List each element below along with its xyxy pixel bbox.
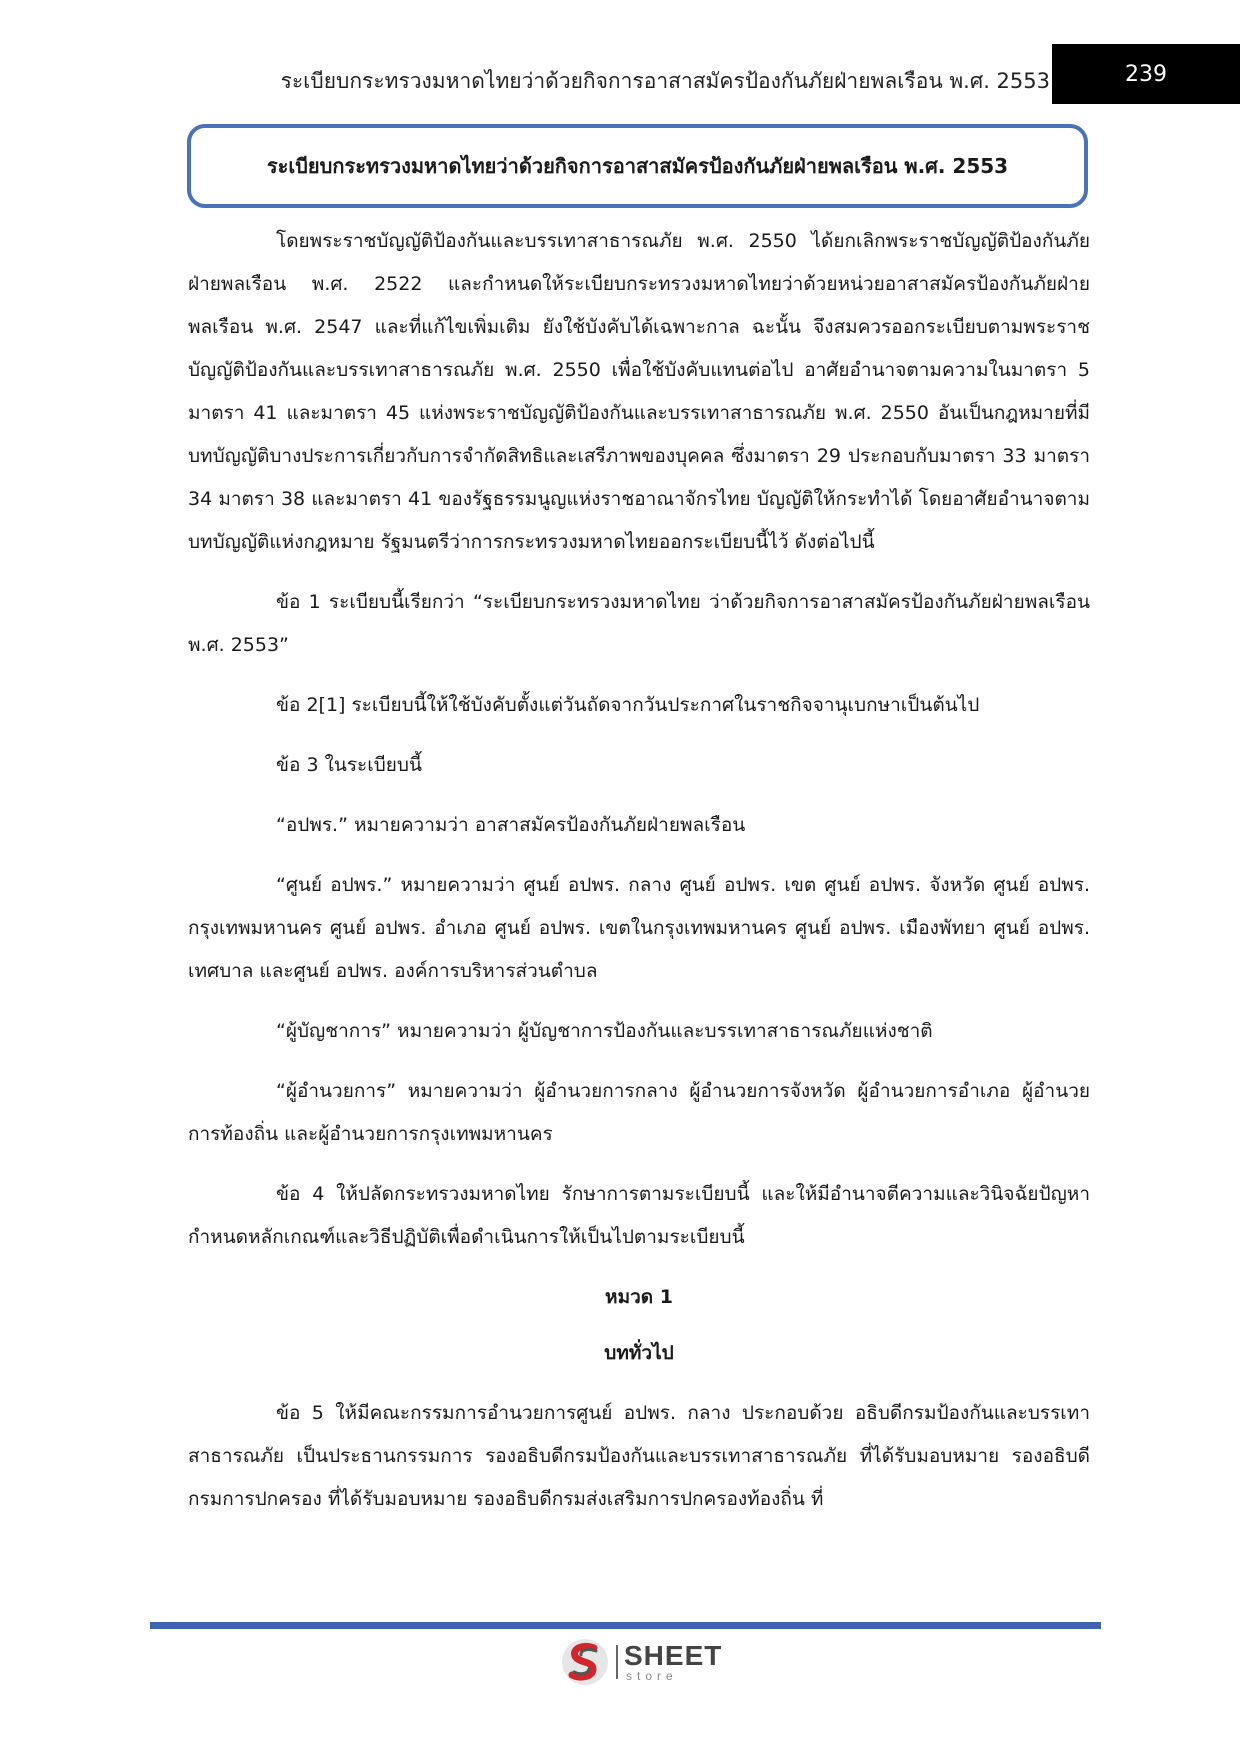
- sheet-store-logo: [560, 1632, 722, 1692]
- logo-text: [624, 1642, 722, 1682]
- page-number: 239: [1052, 44, 1240, 104]
- section-2-paragraph: ข้อ 2[1] ระเบียบนี้ให้ใช้บังคับตั้งแต่วันถัดจากวันประกาศในราชกิจจานุเบกษาเป็นต้นไป: [276, 694, 980, 716]
- definition-opor: “อปพร.” หมายความว่า อาสาสมัครป้องกันภัยฝ่ายพลเรือน: [276, 814, 746, 836]
- document-body: [188, 220, 1090, 1538]
- logo-word: SHEET: [624, 1640, 723, 1671]
- chapter-number: หมวด 1: [605, 1286, 673, 1308]
- definition-center: “ศูนย์ อปพร.” หมายความว่า ศูนย์ อปพร. กลาง ศูนย์ อปพร. เขต ศูนย์ อปพร. จังหวัด ศูนย์ อปพร. กรุงเทพมหานคร ศูนย์ อปพร. อำเภอ ศูนย์ อปพร. เขตในกรุงเทพมหานคร ศูนย์ อปพร. เมืองพัทยา ศูนย์ อปพร. เทศบาล และศูนย์ อปพร. องค์การบริหารส่วนตำบล: [188, 874, 1090, 982]
- sheet-logo-icon: [560, 1637, 610, 1687]
- section-3-paragraph: ข้อ 3 ในระเบียบนี้: [276, 754, 422, 776]
- section-4-paragraph: ข้อ 4 ให้ปลัดกระทรวงมหาดไทย รักษาการตามระเบียบนี้ และให้มีอำนาจตีความและวินิจฉัยปัญหา กำหนดหลักเกณฑ์และวิธีปฏิบัติเพื่อดำเนินการให้เป็นไปตามระเบียบนี้: [188, 1183, 1090, 1248]
- logo-separator: [616, 1645, 618, 1679]
- document-title: ระเบียบกระทรวงมหาดไทยว่าด้วยกิจการอาสาสมัครป้องกันภัยฝ่ายพลเรือน พ.ศ. 2553: [266, 154, 1009, 178]
- chapter-title: บททั่วไป: [604, 1342, 674, 1364]
- section-1-paragraph: ข้อ 1 ระเบียบนี้เรียกว่า “ระเบียบกระทรวงมหาดไทย ว่าด้วยกิจการอาสาสมัครป้องกันภัยฝ่ายพลเรือน พ.ศ. 2553”: [188, 591, 1090, 656]
- logo-subtext: store: [626, 1669, 678, 1683]
- definition-commander: “ผู้บัญชาการ” หมายความว่า ผู้บัญชาการป้องกันและบรรเทาสาธารณภัยแห่งชาติ: [276, 1020, 933, 1042]
- footer-rule: [150, 1622, 1101, 1629]
- definition-director: “ผู้อำนวยการ” หมายความว่า ผู้อำนวยการกลาง ผู้อำนวยการจังหวัด ผู้อำนวยการอำเภอ ผู้อำนวยการท้องถิ่น และผู้อำนวยการกรุงเทพมหานคร: [188, 1080, 1090, 1145]
- running-header-title: ระเบียบกระทรวงมหาดไทยว่าด้วยกิจการอาสาสมัครป้องกันภัยฝ่ายพลเรือน พ.ศ. 2553: [280, 69, 1050, 93]
- document-title-box: [187, 124, 1088, 208]
- section-5-paragraph: ข้อ 5 ให้มีคณะกรรมการอำนวยการศูนย์ อปพร. กลาง ประกอบด้วย อธิบดีกรมป้องกันและบรรเทาสาธารณภัย เป็นประธานกรรมการ รองอธิบดีกรมป้องกันและบรรเทาสาธารณภัย ที่ได้รับมอบหมาย รองอธิบดีกรมการปกครอง ที่ได้รับมอบหมาย รองอธิบดีกรมส่งเสริมการปกครองท้องถิ่น ที่: [188, 1402, 1090, 1510]
- preamble-paragraph: โดยพระราชบัญญัติป้องกันและบรรเทาสาธารณภัย พ.ศ. 2550 ได้ยกเลิกพระราชบัญญัติป้องกันภัยฝ่ายพลเรือน พ.ศ. 2522 และกำหนดให้ระเบียบกระทรวงมหาดไทยว่าด้วยหน่วยอาสาสมัครป้องกันภัยฝ่ายพลเรือน พ.ศ. 2547 และที่แก้ไขเพิ่มเติม ยังใช้บังคับได้เฉพาะกาล ฉะนั้น จึงสมควรออกระเบียบตามพระราชบัญญัติป้องกันและบรรเทาสาธารณภัย พ.ศ. 2550 เพื่อใช้บังคับแทนต่อไป อาศัยอำนาจตามความในมาตรา 5 มาตรา 41 และมาตรา 45 แห่งพระราชบัญญัติป้องกันและบรรเทาสาธารณภัย พ.ศ. 2550 อันเป็นกฎหมายที่มีบทบัญญัติบางประการเกี่ยวกับการจำกัดสิทธิและเสรีภาพของบุคคล ซึ่งมาตรา 29 ประกอบกับมาตรา 33 มาตรา 34 มาตรา 38 และมาตรา 41 ของรัฐธรรมนูญแห่งราชอาณาจักรไทย บัญญัติให้กระทำได้ โดยอาศัยอำนาจตามบทบัญญัติแห่งกฎหมาย รัฐมนตรีว่าการกระทรวงมหาดไทยออกระเบียบนี้ไว้ ดังต่อไปนี้: [188, 230, 1090, 553]
